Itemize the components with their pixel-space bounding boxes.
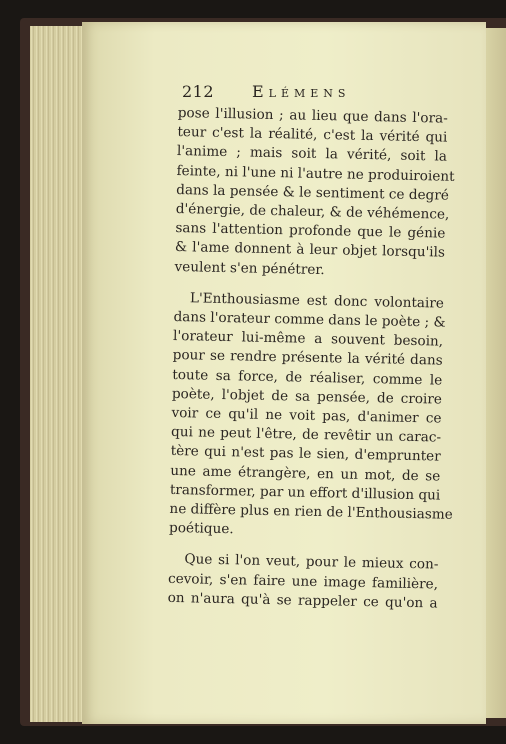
text-line: & l'ame donnent à leur objet lorsqu'ils: [174, 239, 446, 262]
text-line: poète, l'objet de sa pensée, de croire: [171, 385, 443, 408]
text-line: teur c'est la réalité, c'est la vérité qui: [177, 124, 448, 146]
text-line: on n'aura qu'à se rappeler ce qu'on a: [167, 589, 438, 612]
text-line: L'Enthousiasme est donc volontaire: [189, 290, 445, 312]
paragraph: [168, 289, 453, 544]
text-line: veulent s'en pénétrer.: [174, 258, 325, 278]
paragraph: [174, 104, 455, 282]
text-line: poétique.: [168, 520, 234, 538]
text-line: qui ne peut l'être, de revêtir un carac-: [170, 424, 442, 446]
page-number: 212: [182, 82, 215, 101]
body-text: [167, 104, 455, 614]
text-line: dans l'orateur comme dans le poète ; &: [173, 308, 446, 331]
text-line: toute sa force, de réaliser, comme le: [172, 366, 443, 389]
running-title: Elémens: [252, 82, 351, 101]
paragraph: [167, 550, 438, 613]
text-line: sans l'attention profonde que le génie: [175, 220, 446, 242]
text-line: une ame étrangère, en un mot, de se: [170, 462, 441, 485]
text-line: feinte, ni l'une ni l'autre ne produiroient: [176, 162, 455, 185]
facing-page-edge: [486, 28, 506, 718]
text-line: l'orateur lui-même a souvent besoin,: [172, 328, 444, 350]
text-line: pour se rendre présente la vérité dans: [172, 347, 443, 370]
page-edges: [30, 26, 82, 722]
text-line: voir ce qu'il ne voit pas, d'animer ce: [171, 404, 442, 427]
text-line: tère qui n'est pas le sien, d'emprunter: [170, 443, 441, 466]
text-line: dans la pensée & le sentiment ce degré: [176, 181, 449, 204]
text-line: pose l'illusion ; au lieu que dans l'ora-: [177, 104, 448, 127]
text-line: transformer, par un effort d'illusion qui: [169, 481, 441, 504]
text-line: ne diffère plus en rien de l'Enthousiasme: [169, 500, 453, 523]
text-line: l'anime ; mais soit la vérité, soit la: [176, 143, 448, 166]
page-header: [182, 82, 382, 106]
text-line: Que si l'on veut, pour le mieux con-: [184, 551, 439, 574]
text-line: d'énergie, de chaleur, & de véhémence,: [175, 200, 450, 223]
text-line: cevoir, s'en faire une image familière,: [167, 570, 439, 593]
